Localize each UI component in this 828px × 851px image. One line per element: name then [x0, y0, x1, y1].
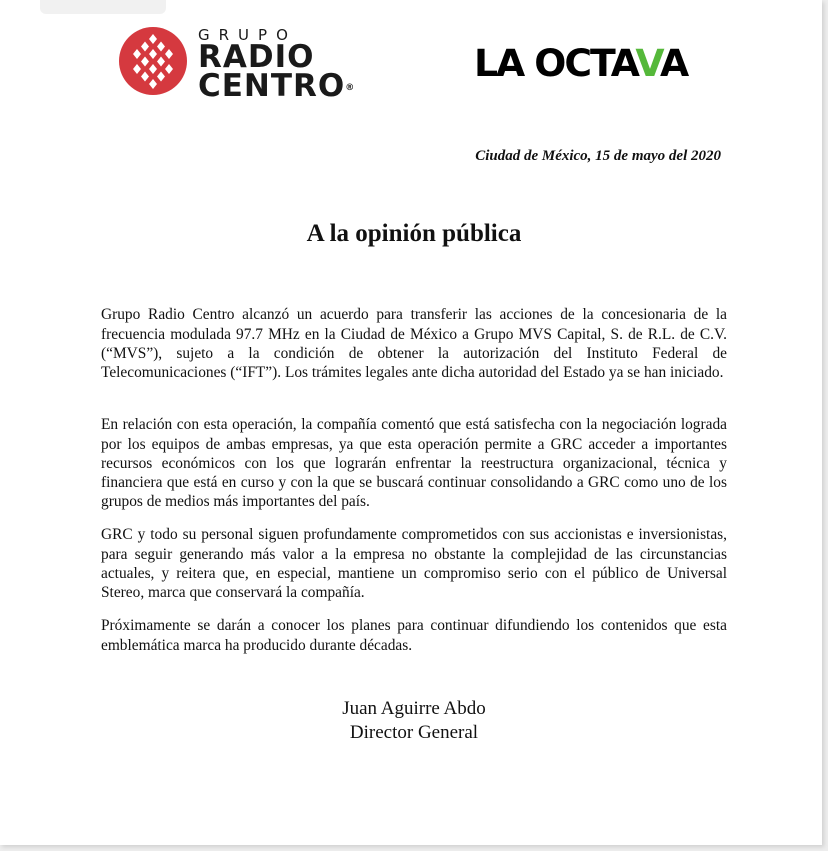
- paragraph-3: GRC y todo su personal siguen profundamente comprometidos con sus accionistas e inversionistas, para seguir generando más valor a la empresa no obstante la complejidad de las circunstancias actuales, y reitera que, en especial, mantiene un compromiso serio con el público de Universal Stereo, marca que conservará la compañía.: [101, 526, 727, 601]
- grupo-radio-centro-logo: [118, 26, 356, 104]
- registered-mark: ®: [345, 83, 356, 93]
- grc-diamond-icon: [118, 26, 188, 96]
- document-title: A la opinión pública: [306, 220, 522, 247]
- signatory-name: Juan Aguirre Abdo: [342, 698, 486, 719]
- paragraph-1: Grupo Radio Centro alcanzó un acuerdo para transferir las acciones de la concesionaria de la frecuencia modulada 97.7 MHz en la Ciudad de México a Grupo MVS Capital, S. de R.L. de C.V. (“MVS”), sujeto a la condición de obtener la autorización del Instituto Federal de Telecomunicaciones (“IFT”). Los trámites legales ante dicha autoridad del Estado ya se han iniciado.: [101, 306, 727, 381]
- paragraph-4: Próximamente se darán a conocer los planes para continuar difundiendo los contenidos que esta emblemática marca ha producido durante décadas.: [101, 617, 727, 654]
- top-tab-strip: [40, 0, 166, 14]
- octava-text-end: A: [659, 42, 688, 85]
- grc-word-radio: RADIO: [198, 39, 315, 75]
- octava-text-accent: V: [635, 42, 660, 85]
- grc-word-centro: CENTRO®: [198, 68, 356, 104]
- signatory-role: Director General: [349, 722, 479, 743]
- date-line: Ciudad de México, 15 de mayo del 2020: [475, 148, 721, 164]
- octava-text-main: LA OCTA: [474, 42, 636, 85]
- paragraph-2: En relación con esta operación, la compañía comentó que está satisfecha con la negociación lograda por los equipos de ambas empresas, ya que esta operación permite a GRC acceder a importantes recursos económicos con los que lograrán enfrentar la reestructura organizacional, técnica y financiera que está en curso y con la que se buscará continuar consolidando a GRC como uno de los grupos de medios más importantes del país.: [101, 416, 727, 511]
- la-octava-logo: [474, 42, 687, 86]
- grc-word-grupo: GRUPO: [198, 26, 297, 44]
